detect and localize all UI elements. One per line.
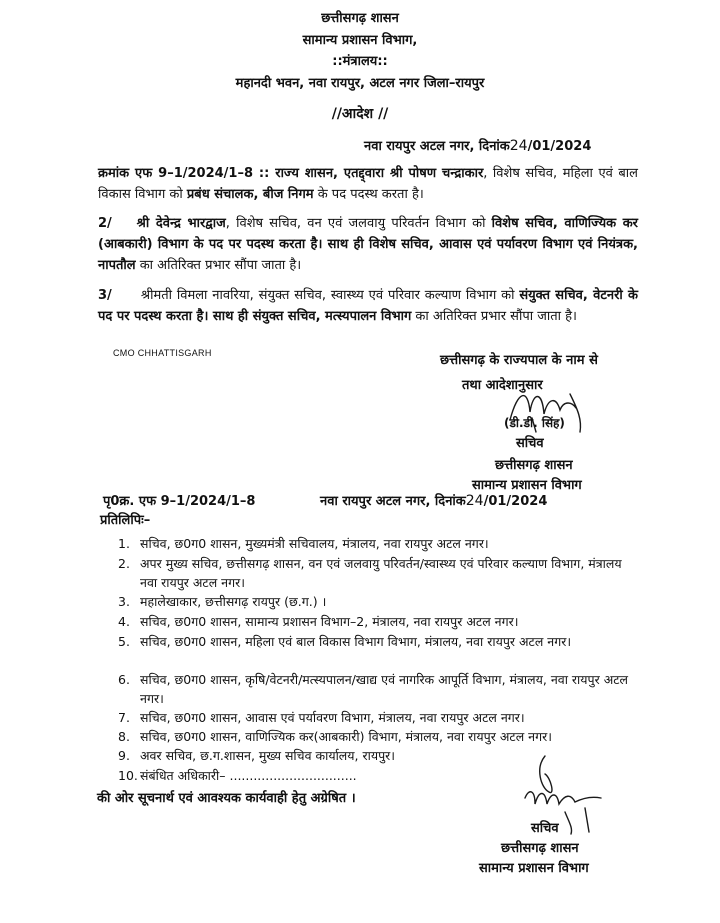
order-date-rest: /01/2024 xyxy=(527,139,592,154)
para2-officer-name: श्री देवेन्द्र भारद्वाज xyxy=(136,216,226,231)
signature-1-icon xyxy=(500,380,600,440)
copy-label: प्रतिलिपिः– xyxy=(100,513,151,528)
para3-number: 3/ xyxy=(98,288,112,303)
signatory-2-title: सचिव xyxy=(531,821,559,836)
endorsement-date-rest: /01/2024 xyxy=(483,494,548,509)
list-item: 2. अपर मुख्य सचिव, छत्तीसगढ़ शासन, वन एवं जलवायु परिवर्तन/स्वास्थ्य एवं परिवार कल्याण विभाग, मंत्रालय नवा रायपुर अटल नगर। xyxy=(118,556,622,590)
list-item: 1. सचिव, छ0ग0 शासन, मुख्यमंत्री सचिवालय, मंत्रालय, नवा रायपुर अटल नगर। xyxy=(118,536,489,551)
order-title: //आदेश // xyxy=(331,106,389,122)
para2-text: , विशेष सचिव, वन एवं जलवायु परिवर्तन विभाग को xyxy=(225,216,492,231)
list-item: 8. सचिव, छ0ग0 शासन, वाणिज्यिक कर(आबकारी) विभाग, मंत्रालय, नवा रायपुर अटल नगर। xyxy=(118,729,552,744)
sign-authority-line1: छत्तीसगढ़ के राज्यपाल के नाम से xyxy=(440,353,598,368)
para1-post: प्रबंध संचालक, बीज निगम xyxy=(186,187,314,202)
order-para-3 xyxy=(98,285,638,327)
signatory-department: सामान्य प्रशासन विभाग xyxy=(472,478,582,493)
para3-post: संयुक्त सचिव, वेटनरी के पद पर पदस्थ करता है। साथ ही संयुक्त सचिव, मत्स्यपालन विभाग xyxy=(98,288,638,324)
order-date-place: नवा रायपुर अटल नगर, दिनांक xyxy=(364,139,510,154)
endorsement-date-place: नवा रायपुर अटल नगर, दिनांक xyxy=(320,494,466,509)
order-date xyxy=(364,136,591,154)
para2-number: 2/ xyxy=(98,216,112,231)
para2-end: का अतिरिक्त प्रभार सौंपा जाता है। xyxy=(135,258,302,273)
list-item: 10. संबंधित अधिकारी– ................................ xyxy=(118,768,357,783)
list-item: 9. अवर सचिव, छ.ग.शासन, मुख्य सचिव कार्यालय, रायपुर। xyxy=(118,748,396,763)
header-department: सामान्य प्रशासन विभाग, xyxy=(302,33,418,48)
closing-text: की ओर सूचनार्थ एवं आवश्यक कार्यवाही हेतु अग्रेषित । xyxy=(97,791,356,806)
signatory-2-department: सामान्य प्रशासन विभाग xyxy=(479,861,589,876)
order-para-1 xyxy=(98,163,638,205)
signature-2-icon xyxy=(505,748,615,838)
list-item: 5. सचिव, छ0ग0 शासन, महिला एवं बाल विकास विभाग विभाग, मंत्रालय, नवा रायपुर अटल नगर। xyxy=(118,634,572,649)
para1-intro: क्रमांक एफ 9–1/2024/1–8 :: राज्य शासन, एतद्द्वारा xyxy=(98,166,390,181)
list-item: 7. सचिव, छ0ग0 शासन, आवास एवं पर्यावरण विभाग, मंत्रालय, नवा रायपुर अटल नगर। xyxy=(118,710,525,725)
signatory-govt: छत्तीसगढ़ शासन xyxy=(495,458,573,473)
list-item: 3. महालेखाकार, छत्तीसगढ़ रायपुर (छ.ग.) । xyxy=(118,594,327,609)
header-mantralaya: ::मंत्रालय:: xyxy=(332,54,388,69)
order-date-day: 24 xyxy=(509,138,528,154)
list-item: 6. सचिव, छ0ग0 शासन, कृषि/वेटनरी/मत्स्यपालन/खाद्य एवं नागरिक आपूर्ति विभाग, मंत्रालय, नवा रायपुर अटल नगर। xyxy=(118,672,629,706)
list-item: 4. सचिव, छ0ग0 शासन, सामान्य प्रशासन विभाग–2, मंत्रालय, नवा रायपुर अटल नगर। xyxy=(118,614,519,629)
endorsement-date-day: 24 xyxy=(465,493,484,509)
signatory-2-govt: छत्तीसगढ़ शासन xyxy=(501,841,579,856)
cmo-watermark: CMO CHHATTISGARH xyxy=(113,348,212,358)
header-govt: छत्तीसगढ़ शासन xyxy=(321,11,399,26)
para1-end: के पद पदस्थ करता है। xyxy=(313,187,424,202)
sign-authority-line2: तथा आदेशानुसार xyxy=(462,378,543,393)
para3-end: का अतिरिक्त प्रभार सौंपा जाता है। xyxy=(411,309,577,324)
endorsement-ref: पृ0क्र. एफ 9–1/2024/1–8 xyxy=(103,494,256,509)
para3-text: , संयुक्त सचिव, स्वास्थ्य एवं परिवार कल्याण विभाग को xyxy=(249,288,520,303)
signatory-title: सचिव xyxy=(516,436,544,451)
endorsement-date xyxy=(320,491,547,509)
para1-officer-name: श्री पोषण चन्द्राकार xyxy=(389,166,484,181)
para3-officer-name: श्रीमती विमला नावरिया xyxy=(140,288,250,303)
para1-text: , विशेष सचिव, महिला एवं बाल विकास विभाग को xyxy=(98,166,638,202)
header-address: महानदी भवन, नवा रायपुर, अटल नगर जिला–रायपुर xyxy=(235,76,485,91)
para2-post: विशेष सचिव, वाणिज्यिक कर (आबकारी) विभाग के पद पर पदस्थ करता है। साथ ही विशेष सचिव, आवास एवं पर्यावरण विभाग एवं नियंत्रक, नापतौल xyxy=(98,216,638,273)
signatory-name: (डी.डी. सिंह) xyxy=(504,416,565,430)
order-para-2 xyxy=(98,213,638,276)
